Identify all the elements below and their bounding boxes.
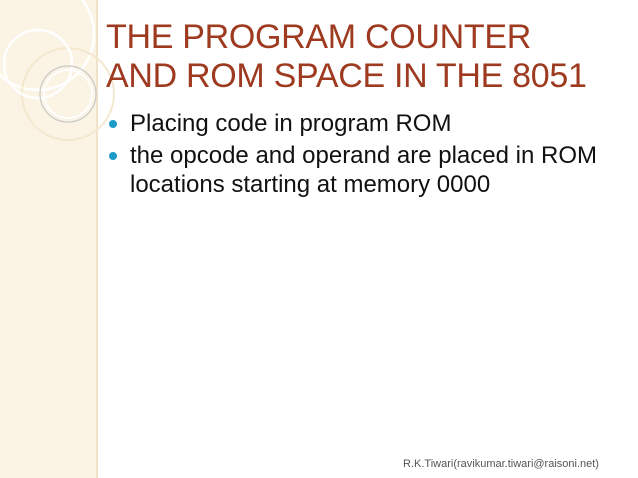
decorative-circles-icon (0, 0, 120, 478)
bullet-dot-icon (109, 152, 117, 160)
bullet-item (106, 109, 611, 138)
bullet-dot-icon (109, 120, 117, 128)
bullet-item (106, 141, 611, 199)
bullet-text: Placing code in program ROM (130, 110, 452, 137)
title-line-2: AND ROM SPACE IN THE 8051 (106, 57, 587, 95)
bullet-text: the opcode and operand are placed in ROM locations starting at memory 0000 (130, 142, 597, 198)
slide-title (106, 18, 587, 96)
title-line-1: THE PROGRAM COUNTER (106, 18, 531, 56)
footer-author: R.K.Tiwari(ravikumar.tiwari@raisoni.net) (403, 458, 599, 470)
bullet-list (106, 109, 611, 202)
